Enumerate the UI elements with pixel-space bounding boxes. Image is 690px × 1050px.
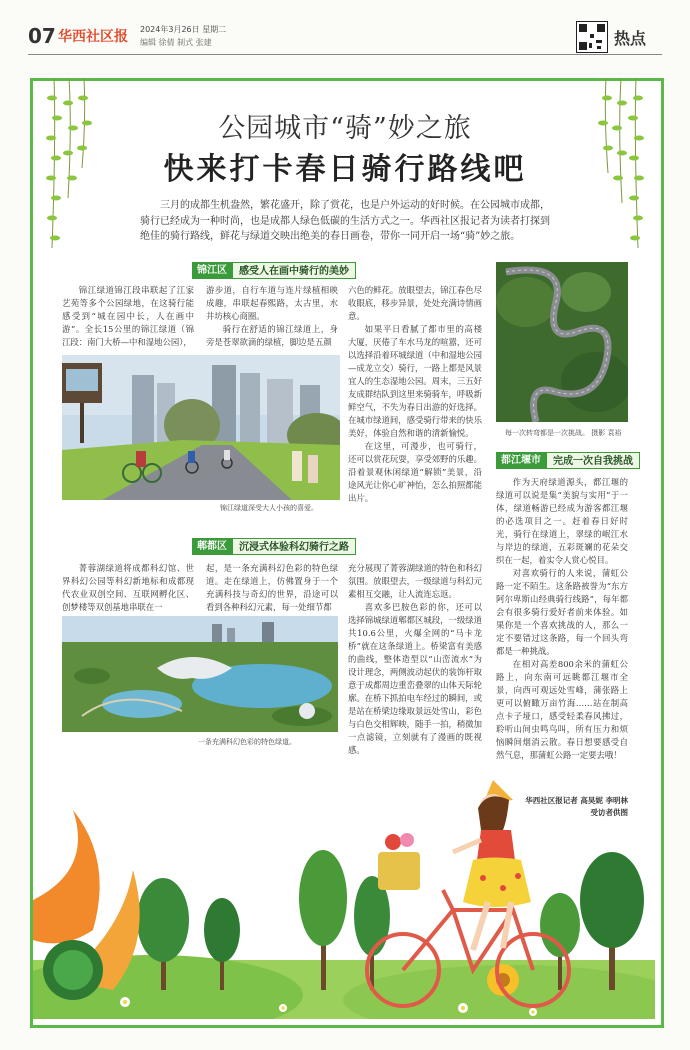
jinjiang-col-1 (62, 284, 194, 349)
spring-cycling-illustration (33, 780, 655, 1019)
paragraph: 在这里，可漫步，也可骑行，还可以赏花玩耍，享受郊野的乐趣。沿着景观休闲绿道“解锁”美景，沿途风光让你心旷神怡，怎么拍照都能出片。 (348, 441, 482, 503)
section-tag: 郫都区 (192, 538, 232, 555)
paragraph: 如果平日看腻了都市里的高楼大厦，厌倦了车水马龙的喧嚣，还可以选择沿着环城绿道（中和湿地公园—成龙立交）骑行，一路上都是风景宜人的生态湿地公园。周末，三五好友成群结队到这里来骑骑车，呼吸新鲜空气，不失为春日出游的好选择。在城市绿道间，感受骑行带来的快乐美好，体验自然和谐的清新愉悦。 (348, 324, 482, 438)
paper-name: 华西社区报 (58, 29, 128, 45)
pidu-col-1 (62, 562, 194, 614)
dujiangyan-road-photo (496, 262, 628, 422)
paragraph: 锦江绿道锦江段串联起了江家艺苑等多个公园绿地，在这骑行能感受到“城在园中长，人在画中游”。全长15公里的锦江绿道（锦江段：南门大桥—中和湿地公园）， (62, 285, 194, 347)
jinjiang-photo-caption: 锦江绿道深受大人小孩的喜爱。 (220, 504, 318, 512)
page-header (28, 20, 662, 55)
section-header-dujiangyan (496, 452, 640, 469)
section-name: 热点 (614, 29, 647, 48)
editors: 编辑 徐倩 制式 张建 (140, 38, 212, 47)
byline-photos: 受访者供图 (590, 808, 628, 817)
headline-line2: 快来打卡春日骑行路线吧 (163, 152, 527, 187)
dujiangyan-photo-caption: 每一次转弯都是一次挑战。 摄影 袁裕 (505, 429, 622, 437)
section-title: 沉浸式体验科幻骑行之路 (232, 538, 356, 555)
paragraph: 作为天府绿道源头，都江堰的绿道可以说是集“美貌与实用”于一体，绿道畅游已经成为游客都江堰的必选项目之一。赶着春日好时光，骑行在绿道上，翠绿的岷江水与岸边的绿道，五彩斑斓的花朵交织在一起，着实令人赏心悦目。 (496, 477, 628, 565)
flower-basket-icon (378, 852, 420, 890)
paragraph: 喜欢多巴胺色彩的你，还可以选择锦城绿道郫都区城段，一级绿道共10.6公里，火爆全网的“马卡龙桥”就在这条绿道上。桥梁富有美感的曲线，整体造型以“山峦流水”为设计理念，两侧波动起伏的装饰杆取意于成都周边重峦叠翠的山体天际轮廓。在桥下抓拍电车经过的瞬间，或是站在桥梁边缘取景远处雪山，彩色与白色交相辉映，随手一拍，稍微加一点滤镜，立刻就有了漫画的既视感。 (348, 602, 482, 755)
section-title: 完成一次自我挑战 (546, 452, 640, 469)
pidu-photo-caption: 一条充满科幻色彩的特色绿道。 (198, 738, 296, 746)
qr-code-icon (576, 21, 608, 53)
jinjiang-col-2 (206, 284, 338, 349)
byline-reporters: 华西社区报记者 高昊妮 李明林 (525, 796, 628, 805)
paragraph: 六色的鲜花。放眼望去，锦江春色尽收眼底，移步异景，处处充满诗情画意。 (348, 285, 482, 321)
paragraph: 骑行在舒适的锦江绿道上，身旁是苍翠欲滴的绿植，脚边是五颜 (206, 324, 338, 347)
paragraph: 菁蓉湖绿道将成都科幻馆、世界科幻公园等科幻新地标和成都现代农业双创空间、互联网孵化区、创梦楼等双创基地串联在一 (62, 563, 194, 612)
section-tag: 都江堰市 (496, 452, 546, 469)
dujiangyan-text (496, 476, 628, 762)
page-number: 07 (28, 24, 56, 48)
section-header-jinjiang (192, 262, 356, 279)
paragraph: 游步道，自行车道与连片绿植相映成趣，串联起春熙路，太古里，水井坊核心商圈。 (206, 285, 338, 321)
pidu-col-2 (206, 562, 338, 614)
section-title: 感受人在画中骑行的美妙 (232, 262, 356, 279)
paragraph: 在相对高差800余米的蒲虹公路上，向东南可远眺都江堰市全景，向西可观远处雪峰，蒲张路上更可以俯瞰万亩竹海……站在制高点卡子垭口，感受轻柔春风拂过，聆听山间虫鸣鸟叫，所有压力和烦恼瞬间烟消云散。春日想要感受自然气息，那蒲虹公路一定要去哦！ (496, 659, 628, 760)
headline-line1: 公园城市“骑”妙之旅 (218, 113, 472, 144)
paragraph: 对喜欢骑行的人来说，蒲虹公路一定不陌生。这条路被誉为“东方阿尔卑斯山经典骑行线路”，每年都会有很多骑行爱好者前来体验。如果你是一个喜欢挑战的人，那么一定不要错过这条路，每一个回头弯都是一种挑战。 (496, 568, 628, 656)
pidu-scifi-park-photo (62, 616, 338, 732)
paragraph: 充分展现了菁蓉湖绿道的特色和科幻氛围。放眼望去，一级绿道与科幻元素相互交融，让人流连忘返。 (348, 563, 482, 599)
paragraph: 起，是一条充满科幻色彩的特色绿道。走在绿道上，仿佛置身于一个充满科技与奇幻的世界，沿途可以看到各种科幻元素，每一处细节都 (206, 563, 338, 612)
section-header-pidu (192, 538, 356, 555)
jinjiang-col-3 (348, 284, 482, 505)
section-tag: 锦江区 (192, 262, 232, 279)
pidu-col-3 (348, 562, 482, 757)
intro-paragraph: 三月的成都生机盎然，繁花盛开，除了赏花，也是户外运动的好时候。在公园城市成都，骑行已经成为一种时尚，也是成都人绿色低碳的生活方式之一。华西社区报记者为读者打探到绝佳的骑行路线，鲜花与绿道交映出绝美的春日画卷，带你一同开启一场“骑”妙之旅。 (140, 200, 550, 242)
jinjiang-greenway-photo (62, 355, 340, 500)
issue-date: 2024年3月26日 星期二 (140, 25, 227, 34)
